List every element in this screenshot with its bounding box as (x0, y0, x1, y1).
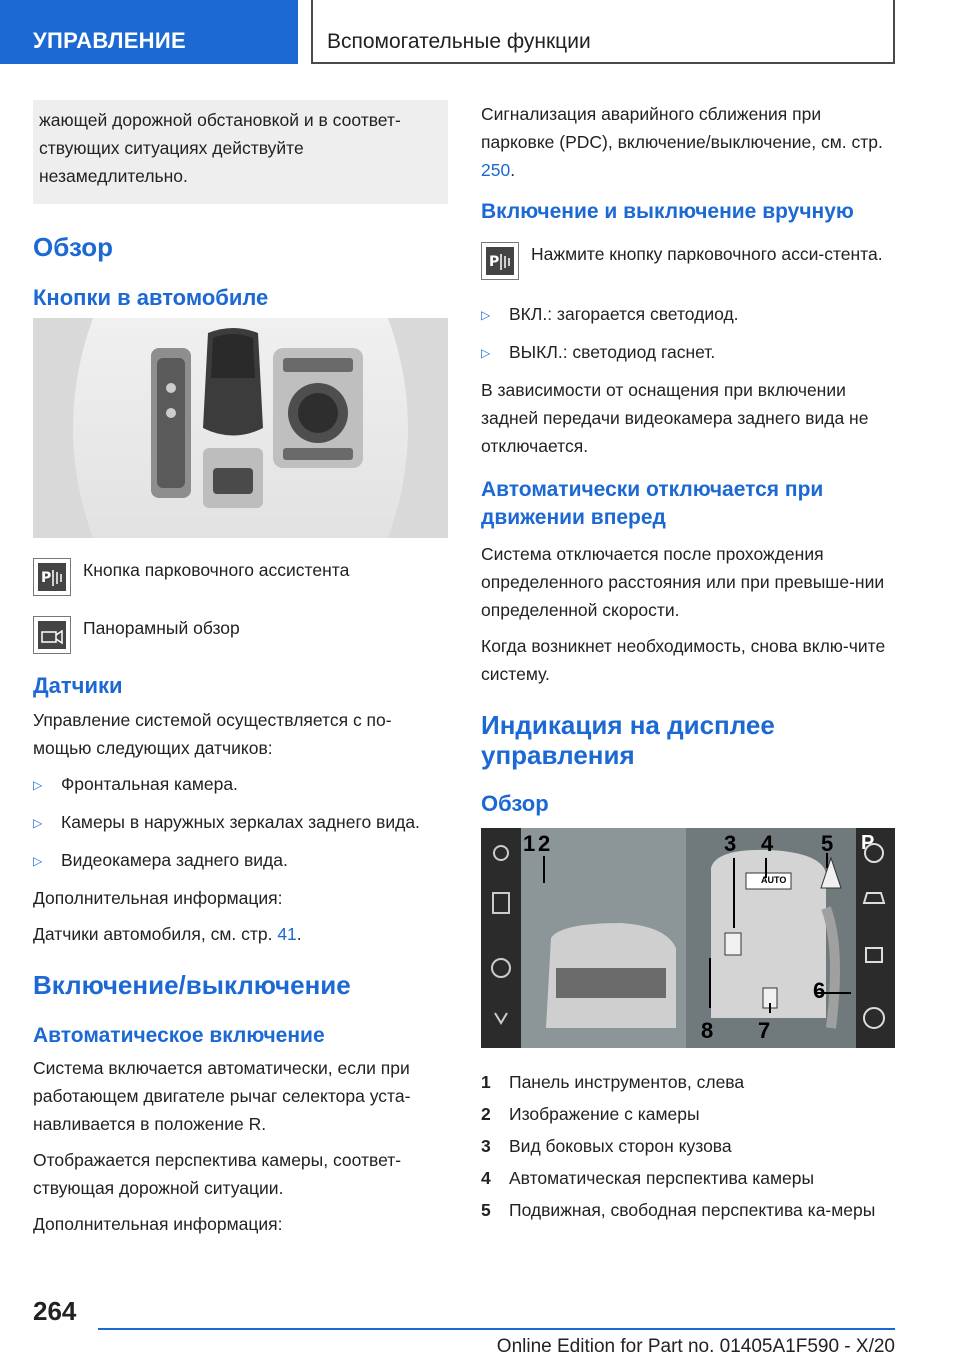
warning-box (33, 100, 448, 204)
list-item: ▷ ВЫКЛ.: светодиод гаснет. (481, 338, 895, 367)
auto-off-text-2: Когда возникнет необходимость, снова вклю-чите систему. (481, 636, 886, 684)
center-console-photo (33, 318, 448, 538)
callout-label: 8 (701, 1018, 714, 1043)
callout-label: 5 (821, 831, 834, 856)
icon-row-parking (33, 556, 448, 596)
parking-assistant-icon (33, 558, 71, 596)
callout-label: 4 (761, 831, 774, 856)
legend-item: 4 Автоматическая перспектива камеры (481, 1168, 815, 1188)
auto-badge: AUTO (761, 875, 787, 885)
heading-auto-off: Автоматически отключается при движении вперед (481, 478, 824, 529)
triangle-bullet-icon: ▷ (481, 308, 491, 322)
manual-text: Нажмите кнопку парковочного асси-стента. (531, 244, 883, 264)
edition-text: Online Edition for Part no. 01405A1F590 - X/20 (496, 1336, 895, 1357)
triangle-bullet-icon: ▷ (33, 778, 43, 792)
auto-on-text-2: Отображается перспектива камеры, соответ-ствующая дорожной ситуации. (33, 1150, 402, 1198)
parking-assistant-icon (481, 242, 519, 280)
list-item: ▷ Фронтальная камера. (33, 770, 448, 799)
parking-p-icon: P (861, 832, 875, 854)
list-item: ▷ ВКЛ.: загорается светодиод. (481, 300, 895, 329)
callout-label: 7 (758, 1018, 771, 1043)
sensors-intro: Управление системой осуществляется с по-мощью следующих датчиков: (33, 710, 392, 758)
heading-on-off: Включение/выключение (33, 970, 351, 1000)
heading-overview-2: Обзор (481, 791, 549, 816)
manual-instruction (481, 240, 895, 280)
heading-buttons: Кнопки в автомобиле (33, 285, 269, 310)
callout-label: 3 (724, 831, 737, 856)
left-column (33, 100, 448, 1246)
page-link[interactable]: 250 (481, 160, 511, 180)
right-column (481, 100, 895, 1228)
parking-assistant-label: Кнопка парковочного ассистента (83, 560, 350, 580)
footer-rule (98, 1328, 895, 1330)
chapter-title: Вспомогательные функции (311, 0, 895, 64)
more-info-label: Дополнительная информация: (33, 888, 283, 908)
control-display-illustration (481, 828, 895, 1048)
triangle-bullet-icon: ▷ (33, 816, 43, 830)
heading-manual: Включение и выключение вручную (481, 200, 854, 223)
auto-off-text: Система отключается после прохождения определенного расстояния или при превыше-нии определенной скорости. (481, 544, 885, 620)
svg-text:P: P (489, 254, 500, 270)
center-console-illustration (33, 318, 448, 538)
panorama-view-label: Панорамный обзор (83, 618, 240, 638)
svg-text:P: P (41, 570, 52, 586)
callout-label: 1 (523, 831, 536, 856)
warning-text: жающей дорожной обстановкой и в соответ-ствующих ситуациях действуйте незамедлительно. (39, 110, 401, 186)
heading-display: Индикация на дисплее управления (481, 710, 775, 770)
control-display-screenshot (481, 828, 895, 1048)
heading-overview: Обзор (33, 232, 113, 262)
panorama-view-icon (33, 616, 71, 654)
triangle-bullet-icon: ▷ (33, 854, 43, 868)
legend-item: 1 Панель инструментов, слева (481, 1072, 745, 1092)
reverse-text: В зависимости от оснащения при включении задней передачи видеокамера заднего вида не отключается. (481, 380, 869, 456)
heading-sensors: Датчики (33, 673, 123, 698)
list-item: ▷ Камеры в наружных зеркалах заднего вида. (33, 808, 448, 837)
legend-item: 3 Вид боковых сторон кузова (481, 1136, 732, 1156)
page-number: 264 (33, 1296, 77, 1326)
pdc-reference: Сигнализация аварийного сближения при парковке (PDC), включение/выключение, см. стр. 250. (481, 104, 883, 180)
callout-label: 6 (813, 978, 826, 1003)
triangle-bullet-icon: ▷ (481, 346, 491, 360)
sensors-reference: Датчики автомобиля, см. стр. 41. (33, 924, 302, 944)
auto-on-text: Система включается автоматически, если при работающем двигателе рычаг селектора уста-навливается в положение R. (33, 1058, 411, 1134)
icon-row-panorama (33, 614, 448, 654)
more-info-label-2: Дополнительная информация: (33, 1214, 283, 1234)
legend-item: 5 Подвижная, свободная перспектива ка-меры (481, 1200, 876, 1220)
section-tab: УПРАВЛЕНИЕ (0, 0, 298, 64)
legend-item: 2 Изображение с камеры (481, 1104, 700, 1124)
list-item: ▷ Видеокамера заднего вида. (33, 846, 448, 875)
heading-auto-on: Автоматическое включение (33, 1024, 325, 1047)
callout-label: 2 (538, 831, 551, 856)
page-link[interactable]: 41 (277, 924, 297, 944)
